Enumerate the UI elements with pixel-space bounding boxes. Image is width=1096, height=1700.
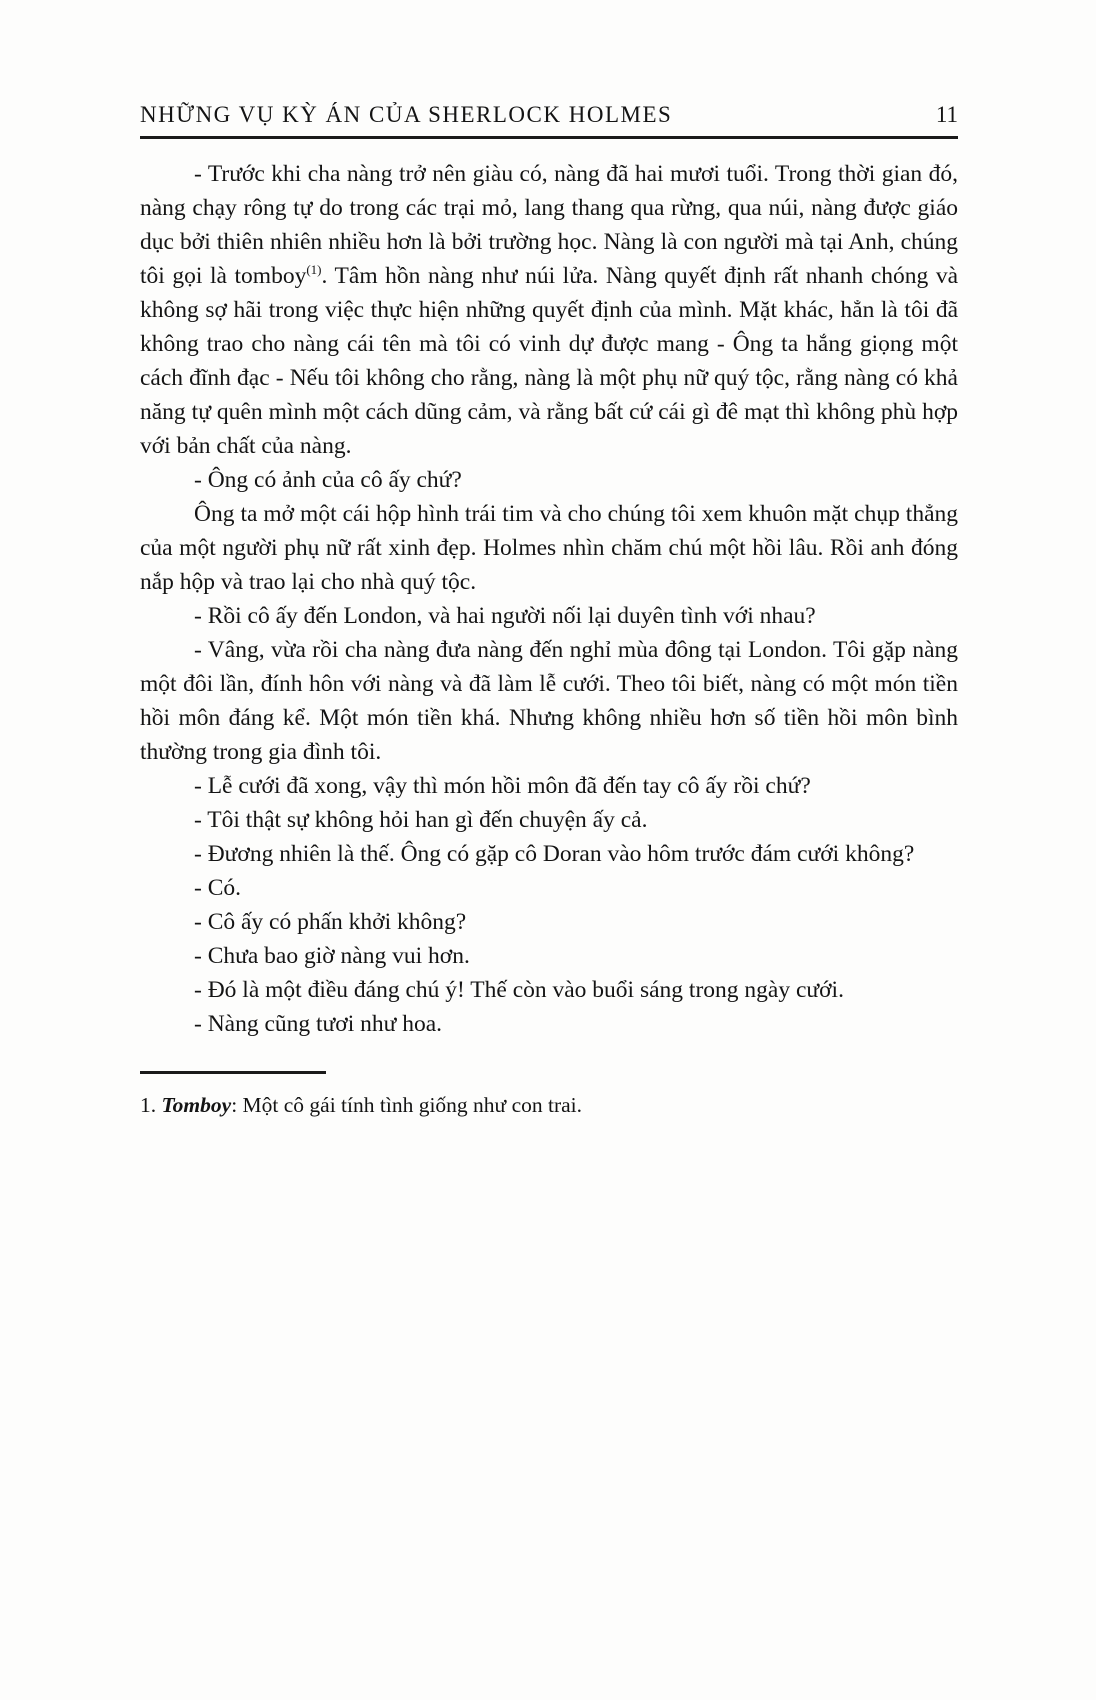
- paragraph: - Nàng cũng tươi như hoa.: [194, 1011, 443, 1037]
- paragraph: - Đó là một điều đáng chú ý! Thế còn vào buổi sáng trong ngày cưới.: [194, 977, 844, 1003]
- page-number: 11: [935, 102, 958, 127]
- paragraph: - Tôi thật sự không hỏi han gì đến chuyện ấy cả.: [194, 807, 648, 833]
- footnote-ref-superscript: (1): [306, 262, 322, 277]
- paragraph: [140, 157, 958, 463]
- footnote: [140, 1090, 958, 1120]
- page-header: [140, 0, 958, 139]
- page-body: [140, 157, 958, 1041]
- paragraph: - Ông có ảnh của cô ấy chứ?: [194, 467, 462, 493]
- footnote-term: Tomboy: [161, 1093, 232, 1117]
- paragraph: - Lễ cưới đã xong, vậy thì món hồi môn đã đến tay cô ấy rồi chứ?: [194, 773, 811, 799]
- footnote-text: : Một cô gái tính tình giống như con trai.: [231, 1093, 583, 1117]
- page-content: [140, 0, 958, 1120]
- footnote-rule: [140, 1071, 326, 1074]
- paragraph-text: . Tâm hồn nàng như núi lửa. Nàng quyết định rất nhanh chóng và không sợ hãi trong việc thực hiện những quyết định của mình. Mặt khác, hẳn là tôi đã không trao cho nàng cái tên mà tôi có vinh dự được mang - Ông ta hắng giọng một cách đĩnh đạc - Nếu tôi không cho rằng, nàng là một phụ nữ quý tộc, rằng nàng có khả năng tự quên mình một cách dũng cảm, và rằng bất cứ cái gì đê mạt thì không phù hợp với bản chất của nàng.: [140, 263, 959, 459]
- paragraph: - Rồi cô ấy đến London, và hai người nối lại duyên tình với nhau?: [194, 603, 816, 629]
- paragraph: - Cô ấy có phấn khởi không?: [194, 909, 467, 935]
- running-head-title: NHỮNG VỤ KỲ ÁN CỦA SHERLOCK HOLMES: [140, 102, 673, 127]
- paragraph: - Chưa bao giờ nàng vui hơn.: [194, 943, 470, 969]
- paragraph: Ông ta mở một cái hộp hình trái tim và cho chúng tôi xem khuôn mặt chụp thẳng của một người phụ nữ rất xinh đẹp. Holmes nhìn chăm chú một hồi lâu. Rồi anh đóng nắp hộp và trao lại cho nhà quý tộc.: [140, 501, 958, 595]
- footnote-number: 1.: [140, 1093, 162, 1117]
- paragraph: - Có.: [194, 875, 241, 901]
- paragraph-text: - Trước khi cha nàng trở nên giàu có, nàng đã hai mươi tuổi. Trong thời gian đó, nàng chạy rông tự do trong các trại mỏ, lang thang qua rừng, qua núi, nàng được giáo dục bởi thiên nhiên nhiều hơn là bởi trường học. Nàng là con người mà tại Anh, chúng tôi gọi là tomboy: [140, 161, 958, 289]
- paragraph: - Vâng, vừa rồi cha nàng đưa nàng đến nghỉ mùa đông tại London. Tôi gặp nàng một đôi lần, đính hôn với nàng và đã làm lễ cưới. Theo tôi biết, nàng có một món tiền hồi môn đáng kể. Một món tiền khá. Nhưng không nhiều hơn số tiền hồi môn bình thường trong gia đình tôi.: [140, 637, 958, 765]
- paragraph: - Đương nhiên là thế. Ông có gặp cô Doran vào hôm trước đám cưới không?: [194, 841, 915, 867]
